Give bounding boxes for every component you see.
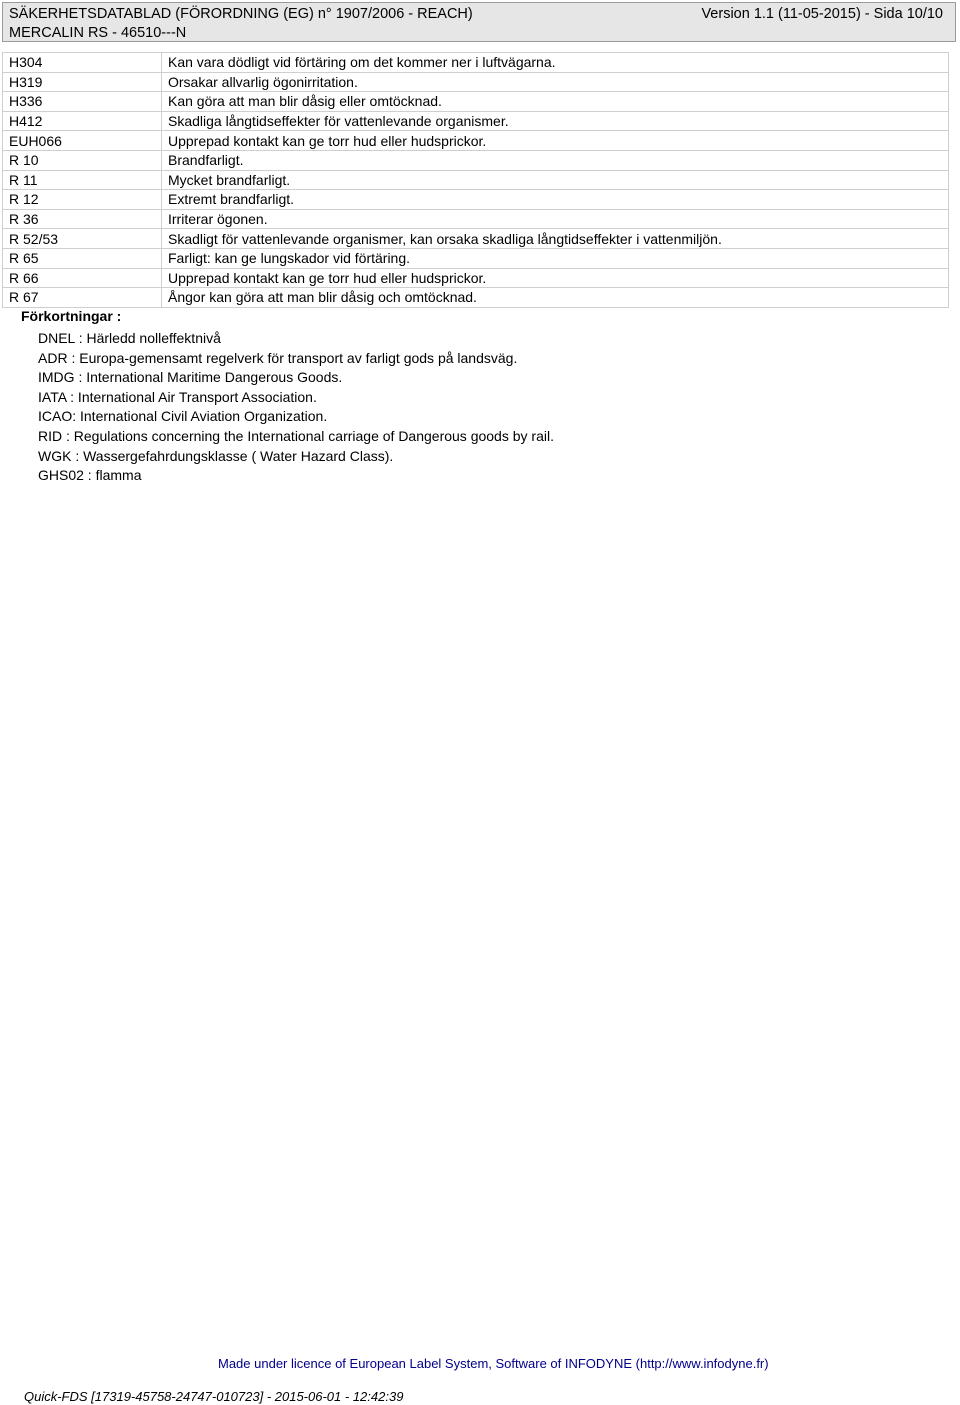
- table-row: [3, 131, 949, 151]
- table-row: [3, 248, 949, 268]
- list-item: ICAO: International Civil Aviation Organization.: [38, 408, 328, 425]
- phrase-text: Orsakar allvarlig ögonirritation.: [162, 72, 949, 92]
- table-row: [3, 92, 949, 112]
- hazard-phrases-body: [3, 53, 949, 308]
- phrase-code: R 10: [3, 150, 162, 170]
- table-row: [3, 53, 949, 73]
- table-row: [3, 72, 949, 92]
- list-item: GHS02 : flamma: [38, 467, 142, 484]
- phrase-text: Extremt brandfarligt.: [162, 190, 949, 210]
- list-item: WGK : Wassergefahrdungsklasse ( Water Hazard Class).: [38, 447, 394, 464]
- phrase-code: H319: [3, 72, 162, 92]
- table-row: [3, 190, 949, 210]
- table-row: [3, 111, 949, 131]
- list-item: DNEL : Härledd nolleffektnivå: [38, 330, 221, 346]
- phrase-code: R 66: [3, 268, 162, 288]
- page-header: [2, 2, 956, 42]
- phrase-text: Kan vara dödligt vid förtäring om det kommer ner i luftvägarna.: [162, 53, 949, 73]
- phrase-code: R 52/53: [3, 229, 162, 249]
- phrase-text: Ångor kan göra att man blir dåsig och omtöcknad.: [162, 288, 949, 308]
- licence-notice: Made under licence of European Label System, Software of INFODYNE (http://www.infodyne.fr): [218, 1356, 769, 1371]
- phrase-code: R 65: [3, 248, 162, 268]
- phrase-code: H336: [3, 92, 162, 112]
- phrase-text: Skadliga långtidseffekter för vattenlevande organismer.: [162, 111, 949, 131]
- phrase-text: Farligt: kan ge lungskador vid förtäring.: [162, 248, 949, 268]
- phrase-code: EUH066: [3, 131, 162, 151]
- table-row: [3, 268, 949, 288]
- phrase-code: R 67: [3, 288, 162, 308]
- phrase-text: Mycket brandfarligt.: [162, 170, 949, 190]
- table-row: [3, 209, 949, 229]
- hazard-phrases-table: [2, 52, 949, 308]
- version-page-info: Version 1.1 (11-05-2015) - Sida 10/10: [701, 6, 943, 22]
- table-row: [3, 229, 949, 249]
- table-row: [3, 150, 949, 170]
- list-item: IATA : International Air Transport Association.: [38, 388, 317, 405]
- abbreviations-heading: Förkortningar :: [21, 308, 122, 324]
- phrase-text: Brandfarligt.: [162, 150, 949, 170]
- list-item: ADR : Europa-gemensamt regelverk för transport av farligt gods på landsväg.: [38, 349, 518, 366]
- list-item: RID : Regulations concerning the International carriage of Dangerous goods by rail.: [38, 427, 554, 444]
- table-row: [3, 170, 949, 190]
- abbreviations-list: [38, 329, 554, 486]
- product-name: MERCALIN RS - 46510---N: [9, 25, 187, 41]
- table-row: [3, 288, 949, 308]
- phrase-code: H304: [3, 53, 162, 73]
- phrase-code: R 12: [3, 190, 162, 210]
- phrase-text: Upprepad kontakt kan ge torr hud eller hudsprickor.: [162, 131, 949, 151]
- document-title: SÄKERHETSDATABLAD (FÖRORDNING (EG) n° 1907/2006 - REACH): [9, 6, 473, 22]
- phrase-text: Irriterar ögonen.: [162, 209, 949, 229]
- phrase-text: Skadligt för vattenlevande organismer, kan orsaka skadliga långtidseffekter i vattenmiljön.: [162, 229, 949, 249]
- document-id: Quick-FDS [17319-45758-24747-010723] - 2015-06-01 - 12:42:39: [24, 1389, 404, 1404]
- list-item: IMDG : International Maritime Dangerous Goods.: [38, 369, 343, 386]
- phrase-code: H412: [3, 111, 162, 131]
- phrase-text: Upprepad kontakt kan ge torr hud eller hudsprickor.: [162, 268, 949, 288]
- phrase-code: R 36: [3, 209, 162, 229]
- phrase-text: Kan göra att man blir dåsig eller omtöcknad.: [162, 92, 949, 112]
- phrase-code: R 11: [3, 170, 162, 190]
